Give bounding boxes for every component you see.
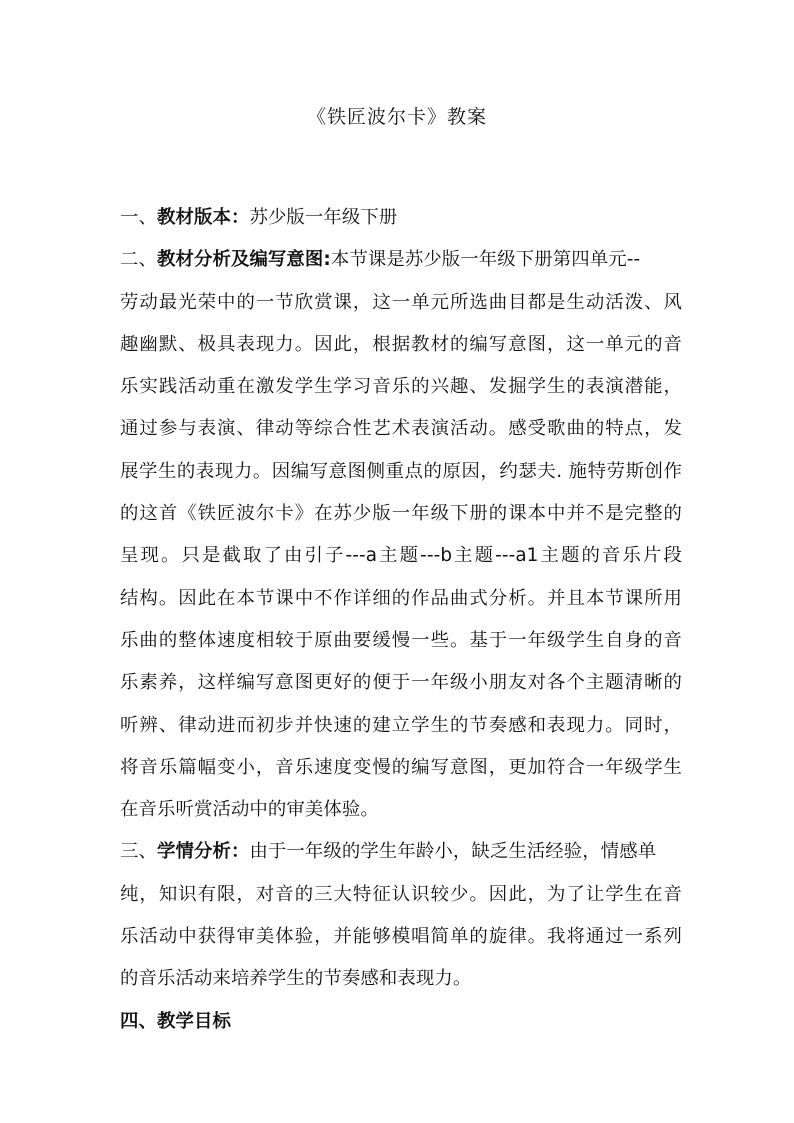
paragraph-line: 结构。因此在本节课中不作详细的作品曲式分析。并且本节课所用 bbox=[120, 587, 682, 609]
paragraph-line: 展学生的表现力。因编写意图侧重点的原因，约瑟夫. 施特劳斯创作 bbox=[120, 460, 682, 482]
paragraph-line: 乐曲的整体速度相较于原曲要缓慢一些。基于一年级学生自身的音 bbox=[120, 629, 682, 651]
paragraph-line: 劳动最光荣中的一节欣赏课，这一单元所选曲目都是生动活泼、风 bbox=[120, 291, 682, 313]
paragraph-line: 趣幽默、极具表现力。因此，根据教材的编写意图，这一单元的音 bbox=[120, 333, 682, 355]
document-title: 《铁匠波尔卡》教案 bbox=[306, 106, 487, 128]
section-2-text: 本节课是苏少版一年级下册第四单元-- bbox=[330, 249, 641, 271]
paragraph-line: 在音乐听赏活动中的审美体验。 bbox=[120, 799, 379, 821]
paragraph-line: 乐活动中获得审美体验，并能够模唱简单的旋律。我将通过一系列 bbox=[120, 926, 682, 948]
document-body bbox=[120, 204, 682, 1050]
section-1-prefix: 一、 bbox=[120, 207, 157, 228]
section-2-line-1 bbox=[120, 246, 682, 288]
section-4-prefix: 四、 bbox=[120, 1010, 157, 1032]
section-3-heading: 学情分析： bbox=[156, 841, 250, 863]
paragraph-line: 乐实践活动重在激发学生学习音乐的兴趣、发掘学生的表演潜能， bbox=[120, 376, 682, 398]
section-1-line-1 bbox=[120, 204, 682, 246]
paragraph-line: 听辨、律动进而初步并快速的建立学生的节奏感和表现力。同时， bbox=[120, 714, 682, 736]
section-4-line-1 bbox=[120, 1008, 682, 1050]
paragraph-line: 的这首《铁匠波尔卡》在苏少版一年级下册的课本中并不是完整的 bbox=[120, 503, 682, 525]
paragraph-line: 将音乐篇幅变小，音乐速度变慢的编写意图，更加符合一年级学生 bbox=[120, 756, 682, 778]
paragraph-line: 乐素养，这样编写意图更好的便于一年级小朋友对各个主题清晰的 bbox=[120, 672, 682, 694]
paragraph-line: 纯，知识有限，对音的三大特征认识较少。因此，为了让学生在音 bbox=[120, 883, 682, 905]
section-3-text: 由于一年级的学生年龄小，缺乏生活经验，情感单 bbox=[249, 841, 657, 863]
section-4-heading: 教学目标 bbox=[156, 1010, 231, 1032]
section-3-line-1 bbox=[120, 838, 682, 880]
paragraph-line: 通过参与表演、律动等综合性艺术表演活动。感受歌曲的特点，发 bbox=[120, 418, 682, 440]
section-1-heading: 教材版本： bbox=[156, 207, 250, 228]
section-2-heading: 教材分析及编写意图: bbox=[156, 249, 331, 271]
paragraph-line: 呈现。只是截取了由引子---a主题---b主题---a1主题的音乐片段 bbox=[120, 545, 682, 567]
section-3-prefix: 三、 bbox=[120, 841, 157, 863]
section-1-text: 苏少版一年级下册 bbox=[249, 207, 398, 228]
section-2-prefix: 二、 bbox=[120, 249, 157, 271]
paragraph-line: 的音乐活动来培养学生的节奏感和表现力。 bbox=[120, 968, 472, 990]
